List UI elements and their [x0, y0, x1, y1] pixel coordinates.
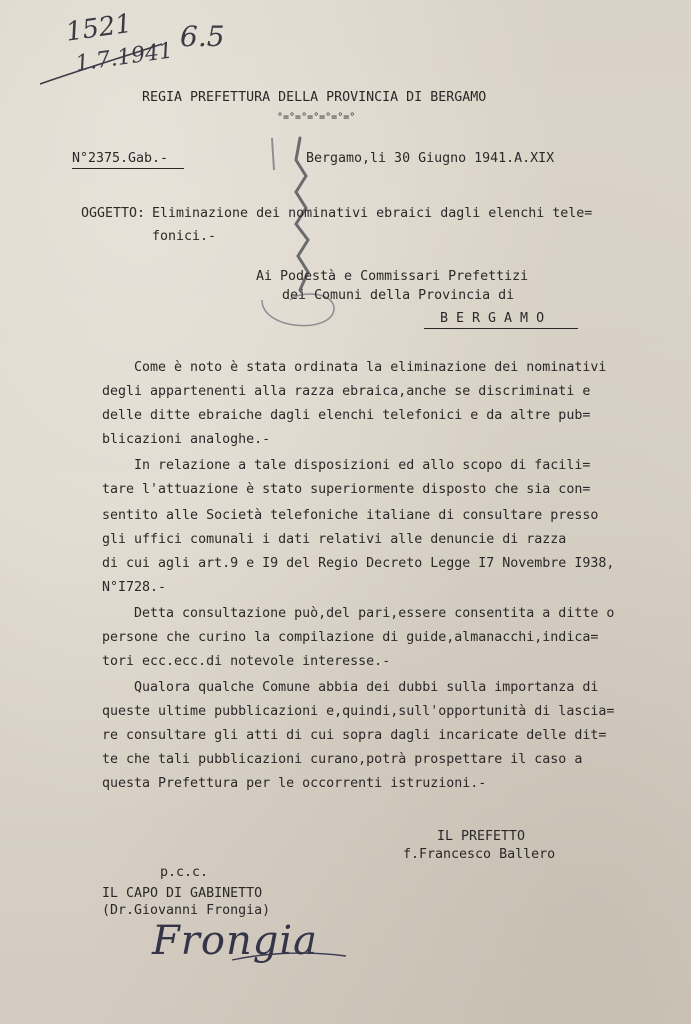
body-line: di cui agli art.9 e I9 del Regio Decreto Legge I7 Novembre I938,: [102, 556, 615, 571]
office-heading: REGIA PREFETTURA DELLA PROVINCIA DI BERGAMO: [142, 90, 487, 105]
recipient-line-1: Ai Podestà e Commissari Prefettizi: [256, 269, 529, 284]
handwritten-signature: Frongia: [152, 918, 318, 964]
pencil-tick: [272, 138, 274, 170]
body-line: Come è noto è stata ordinata la eliminazione dei nominativi: [102, 360, 607, 375]
body-line: N°I728.-: [102, 580, 167, 595]
subject-label: OGGETTO:: [81, 206, 146, 221]
body-line: degli appartenenti alla razza ebraica,anche se discriminati e: [102, 384, 591, 399]
subject-line-1: Eliminazione dei nominativi ebraici dagli elenchi tele=: [152, 206, 593, 221]
body-line: persone che curino la compilazione di guide,almanacchi,indica=: [102, 630, 599, 645]
body-line: blicazioni analoghe.-: [102, 432, 271, 447]
pcc-mark: p.c.c.: [160, 865, 209, 880]
recipient-city: B E R G A M O: [440, 311, 545, 326]
body-line: gli uffici comunali i dati relativi alle denuncie di razza: [102, 532, 567, 547]
body-line: In relazione a tale disposizioni ed allo scopo di facili=: [102, 458, 591, 473]
body-line: tare l'attuazione è stato superiormente disposto che sia con=: [102, 482, 591, 497]
chief-of-cabinet-name: (Dr.Giovanni Frongia): [102, 903, 271, 918]
place-date: Bergamo,li 30 Giugno 1941.A.XIX: [306, 151, 555, 166]
body-line: delle ditte ebraiche dagli elenchi telefonici e da altre pub=: [102, 408, 591, 423]
body-line: Detta consultazione può,del pari,essere consentita a ditte o: [102, 606, 615, 621]
chief-of-cabinet-title: IL CAPO DI GABINETTO: [102, 886, 263, 901]
prefect-name: f.Francesco Ballero: [403, 847, 556, 862]
header-ornament: °=°=°=°=°=°=°: [277, 112, 356, 123]
body-line: tori ecc.ecc.di notevole interesse.-: [102, 654, 391, 669]
reference-number: N°2375.Gab.-: [72, 151, 169, 166]
reference-number-underline: [72, 168, 184, 169]
prefect-title: IL PREFETTO: [437, 829, 526, 844]
body-line: re consultare gli atti di cui sopra dagli incaricate delle dit=: [102, 728, 607, 743]
classification-mark: 6.5: [180, 20, 225, 53]
body-line: questa Prefettura per le occorrenti istruzioni.-: [102, 776, 487, 791]
body-line: queste ultime pubblicazioni e,quindi,sull'opportunità di lascia=: [102, 704, 615, 719]
recipient-line-2: dei Comuni della Provincia di: [282, 288, 515, 303]
recipient-city-underline: [424, 328, 578, 329]
body-line: te che tali pubblicazioni curano,potrà prospettare il caso a: [102, 752, 583, 767]
body-line: Qualora qualche Comune abbia dei dubbi sulla importanza di: [102, 680, 599, 695]
protocol-number: 1521: [64, 8, 134, 48]
protocol-date: 1.7.1941: [74, 38, 175, 77]
body-line: sentito alle Società telefoniche italiane di consultare presso: [102, 508, 599, 523]
subject-line-2: fonici.-: [152, 229, 217, 244]
